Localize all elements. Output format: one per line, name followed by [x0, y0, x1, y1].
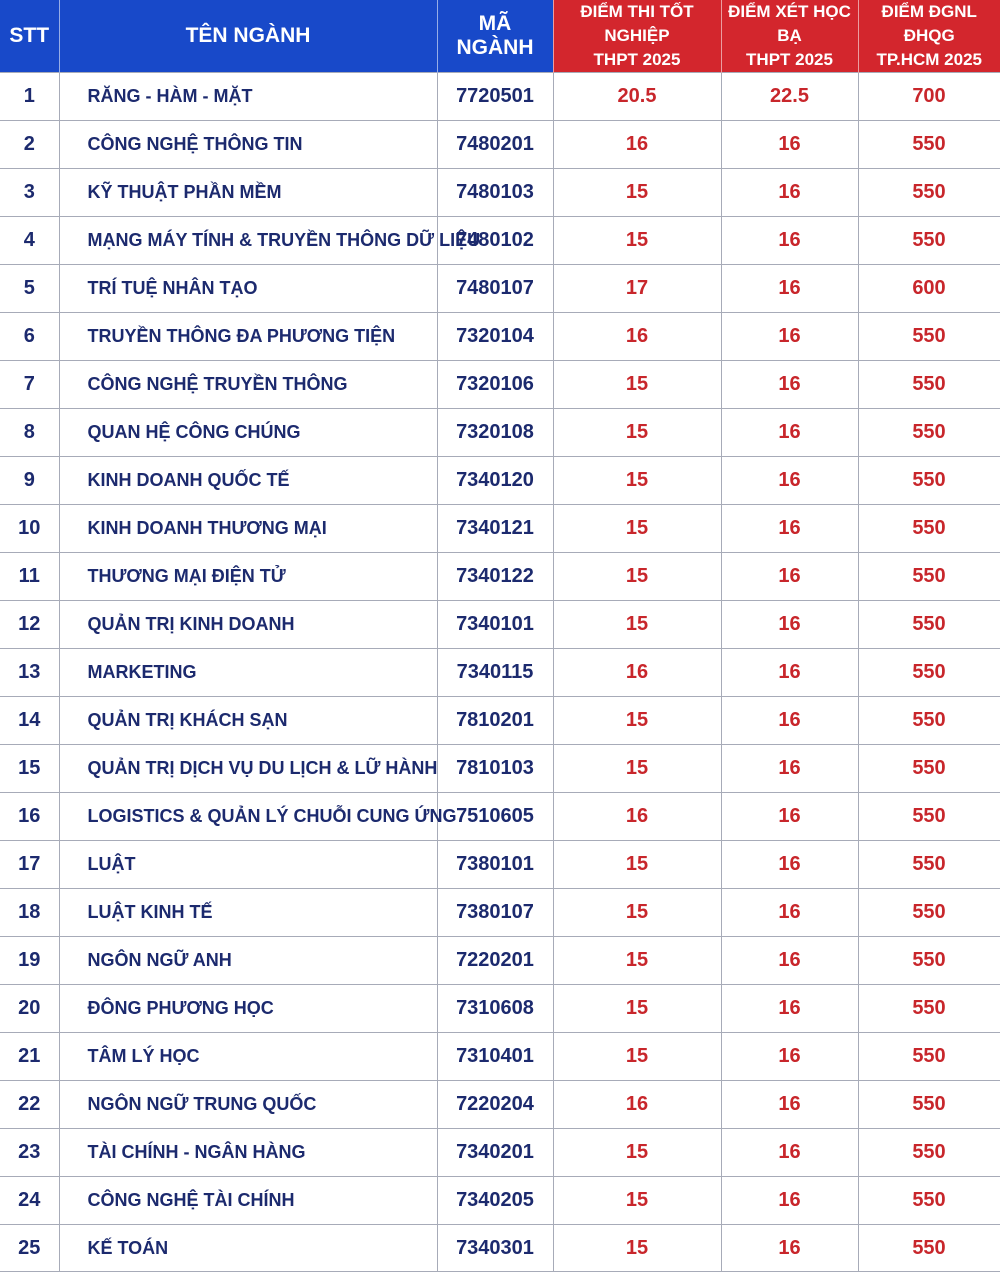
- cell-major-name: TRÍ TUỆ NHÂN TẠO: [59, 265, 437, 313]
- table-row: [0, 265, 1000, 313]
- cell-score-thpt: 16: [553, 121, 721, 169]
- cell-major-code: 7320104: [437, 313, 553, 361]
- cell-score-thpt: 15: [553, 409, 721, 457]
- cell-score-thpt: 15: [553, 889, 721, 937]
- cell-score-hocba: 16: [721, 985, 858, 1033]
- cell-major-name: QUẢN TRỊ KHÁCH SẠN: [59, 697, 437, 745]
- cell-major-name: KINH DOANH QUỐC TẾ: [59, 457, 437, 505]
- table-row: [0, 121, 1000, 169]
- cell-stt: 12: [0, 601, 59, 649]
- cell-score-thpt: 20.5: [553, 73, 721, 121]
- cell-score-thpt: 15: [553, 1225, 721, 1272]
- cell-score-thpt: 15: [553, 217, 721, 265]
- cell-score-dgnl: 600: [858, 265, 1000, 313]
- cell-major-code: 7380107: [437, 889, 553, 937]
- cell-major-code: 7340122: [437, 553, 553, 601]
- cell-stt: 20: [0, 985, 59, 1033]
- cell-major-code: 7480107: [437, 265, 553, 313]
- cell-score-dgnl: 550: [858, 505, 1000, 553]
- cell-score-dgnl: 550: [858, 457, 1000, 505]
- header-score-thpt-line2: THPT 2025: [593, 50, 681, 69]
- header-score-dgnl: [858, 0, 1000, 73]
- cell-major-code: 7310608: [437, 985, 553, 1033]
- cell-major-code: 7480102: [437, 217, 553, 265]
- cell-major-code: 7340101: [437, 601, 553, 649]
- cell-score-dgnl: 700: [858, 73, 1000, 121]
- cell-score-dgnl: 550: [858, 217, 1000, 265]
- cell-score-hocba: 16: [721, 361, 858, 409]
- header-score-thpt-line1: ĐIỂM THI TỐT NGHIỆP: [580, 2, 694, 45]
- cell-major-name: TÀI CHÍNH - NGÂN HÀNG: [59, 1129, 437, 1177]
- cell-score-thpt: 16: [553, 649, 721, 697]
- cell-major-name: CÔNG NGHỆ THÔNG TIN: [59, 121, 437, 169]
- cell-score-hocba: 16: [721, 1033, 858, 1081]
- cell-major-name: KẾ TOÁN: [59, 1225, 437, 1272]
- cell-score-hocba: 16: [721, 649, 858, 697]
- cell-score-dgnl: 550: [858, 409, 1000, 457]
- cell-score-dgnl: 550: [858, 1225, 1000, 1272]
- cell-major-code: 7340205: [437, 1177, 553, 1225]
- header-score-hocba-line2: THPT 2025: [746, 50, 833, 69]
- cell-major-code: 7340201: [437, 1129, 553, 1177]
- header-score-dgnl-line1: ĐIỂM ĐGNL ĐHQG: [881, 2, 977, 45]
- cell-score-hocba: 16: [721, 409, 858, 457]
- table-row: [0, 745, 1000, 793]
- cell-score-thpt: 16: [553, 1081, 721, 1129]
- table-row: [0, 841, 1000, 889]
- cell-score-hocba: 16: [721, 841, 858, 889]
- cell-stt: 9: [0, 457, 59, 505]
- cell-major-name: CÔNG NGHỆ TRUYỀN THÔNG: [59, 361, 437, 409]
- cell-score-thpt: 15: [553, 457, 721, 505]
- cell-major-name: TÂM LÝ HỌC: [59, 1033, 437, 1081]
- cell-score-thpt: 17: [553, 265, 721, 313]
- cell-stt: 6: [0, 313, 59, 361]
- cell-stt: 19: [0, 937, 59, 985]
- table-row: [0, 937, 1000, 985]
- cell-score-hocba: 16: [721, 121, 858, 169]
- cell-score-dgnl: 550: [858, 937, 1000, 985]
- cell-stt: 25: [0, 1225, 59, 1272]
- cell-stt: 11: [0, 553, 59, 601]
- cell-score-dgnl: 550: [858, 361, 1000, 409]
- cell-stt: 14: [0, 697, 59, 745]
- cell-stt: 5: [0, 265, 59, 313]
- cell-major-code: 7340115: [437, 649, 553, 697]
- cell-stt: 8: [0, 409, 59, 457]
- cell-score-hocba: 22.5: [721, 73, 858, 121]
- cell-major-name: KINH DOANH THƯƠNG MẠI: [59, 505, 437, 553]
- cell-score-hocba: 16: [721, 889, 858, 937]
- table-row: [0, 1129, 1000, 1177]
- cell-major-code: 7810201: [437, 697, 553, 745]
- header-stt: STT: [0, 0, 59, 73]
- cell-score-hocba: 16: [721, 217, 858, 265]
- table-row: [0, 457, 1000, 505]
- cell-major-name: QUẢN TRỊ KINH DOANH: [59, 601, 437, 649]
- cell-score-thpt: 15: [553, 1129, 721, 1177]
- cell-major-code: 7380101: [437, 841, 553, 889]
- table-row: [0, 313, 1000, 361]
- cell-major-code: 7340301: [437, 1225, 553, 1272]
- cell-major-name: QUẢN TRỊ DỊCH VỤ DU LỊCH & LỮ HÀNH: [59, 745, 437, 793]
- cell-stt: 22: [0, 1081, 59, 1129]
- cell-major-code: 7220204: [437, 1081, 553, 1129]
- cell-score-thpt: 16: [553, 313, 721, 361]
- table-row: [0, 409, 1000, 457]
- cell-stt: 4: [0, 217, 59, 265]
- cell-score-dgnl: 550: [858, 889, 1000, 937]
- cell-score-thpt: 15: [553, 841, 721, 889]
- table-row: [0, 1177, 1000, 1225]
- cell-major-name: MẠNG MÁY TÍNH & TRUYỀN THÔNG DỮ LIỆU: [59, 217, 437, 265]
- cell-score-dgnl: 550: [858, 985, 1000, 1033]
- cell-score-dgnl: 550: [858, 1033, 1000, 1081]
- cell-major-code: 7720501: [437, 73, 553, 121]
- cell-score-hocba: 16: [721, 505, 858, 553]
- cell-score-thpt: 15: [553, 1177, 721, 1225]
- cell-score-hocba: 16: [721, 697, 858, 745]
- cell-score-hocba: 16: [721, 1081, 858, 1129]
- cell-major-name: CÔNG NGHỆ TÀI CHÍNH: [59, 1177, 437, 1225]
- cell-score-hocba: 16: [721, 169, 858, 217]
- cell-score-hocba: 16: [721, 457, 858, 505]
- cell-major-name: NGÔN NGỮ TRUNG QUỐC: [59, 1081, 437, 1129]
- cell-score-hocba: 16: [721, 265, 858, 313]
- cell-score-hocba: 16: [721, 937, 858, 985]
- cell-major-name: LUẬT: [59, 841, 437, 889]
- cell-score-dgnl: 550: [858, 1081, 1000, 1129]
- cell-major-name: LUẬT KINH TẾ: [59, 889, 437, 937]
- cell-score-dgnl: 550: [858, 121, 1000, 169]
- cell-stt: 7: [0, 361, 59, 409]
- cell-score-thpt: 15: [553, 985, 721, 1033]
- cell-major-code: 7340120: [437, 457, 553, 505]
- cell-major-code: 7340121: [437, 505, 553, 553]
- header-score-dgnl-line2: TP.HCM 2025: [876, 50, 982, 69]
- header-major-code: MÃ NGÀNH: [437, 0, 553, 73]
- cell-stt: 1: [0, 73, 59, 121]
- cell-major-code: 7480103: [437, 169, 553, 217]
- cell-score-thpt: 15: [553, 937, 721, 985]
- header-score-hocba-line1: ĐIỂM XÉT HỌC BẠ: [728, 2, 851, 45]
- cell-score-hocba: 16: [721, 793, 858, 841]
- cell-major-name: LOGISTICS & QUẢN LÝ CHUỖI CUNG ỨNG: [59, 793, 437, 841]
- cell-stt: 15: [0, 745, 59, 793]
- table-row: [0, 361, 1000, 409]
- cell-score-thpt: 16: [553, 793, 721, 841]
- cell-major-name: RĂNG - HÀM - MẶT: [59, 73, 437, 121]
- cell-score-dgnl: 550: [858, 169, 1000, 217]
- cell-stt: 10: [0, 505, 59, 553]
- table-row: [0, 505, 1000, 553]
- cell-score-thpt: 15: [553, 1033, 721, 1081]
- cell-score-thpt: 15: [553, 361, 721, 409]
- cell-score-dgnl: 550: [858, 1177, 1000, 1225]
- cell-stt: 13: [0, 649, 59, 697]
- cell-score-dgnl: 550: [858, 601, 1000, 649]
- table-row: [0, 217, 1000, 265]
- cell-score-hocba: 16: [721, 1225, 858, 1272]
- table-row: [0, 697, 1000, 745]
- cell-stt: 2: [0, 121, 59, 169]
- cell-major-code: 7320108: [437, 409, 553, 457]
- table-row: [0, 793, 1000, 841]
- cell-score-thpt: 15: [553, 505, 721, 553]
- table-row: [0, 1081, 1000, 1129]
- cell-stt: 24: [0, 1177, 59, 1225]
- cell-stt: 23: [0, 1129, 59, 1177]
- cell-major-code: 7480201: [437, 121, 553, 169]
- table-row: [0, 553, 1000, 601]
- cell-major-name: MARKETING: [59, 649, 437, 697]
- table-body: [0, 73, 1000, 1272]
- cell-score-hocba: 16: [721, 745, 858, 793]
- table-row: [0, 649, 1000, 697]
- cell-stt: 17: [0, 841, 59, 889]
- table-row: [0, 169, 1000, 217]
- cell-major-name: ĐÔNG PHƯƠNG HỌC: [59, 985, 437, 1033]
- table-row: [0, 985, 1000, 1033]
- cell-score-dgnl: 550: [858, 649, 1000, 697]
- cell-score-dgnl: 550: [858, 745, 1000, 793]
- cell-score-hocba: 16: [721, 601, 858, 649]
- cell-major-code: 7310401: [437, 1033, 553, 1081]
- header-major-name: TÊN NGÀNH: [59, 0, 437, 73]
- cell-score-thpt: 15: [553, 697, 721, 745]
- cell-major-name: TRUYỀN THÔNG ĐA PHƯƠNG TIỆN: [59, 313, 437, 361]
- cell-major-code: 7810103: [437, 745, 553, 793]
- cell-score-dgnl: 550: [858, 553, 1000, 601]
- cell-score-thpt: 15: [553, 169, 721, 217]
- cell-score-thpt: 15: [553, 601, 721, 649]
- cell-score-thpt: 15: [553, 553, 721, 601]
- cell-stt: 16: [0, 793, 59, 841]
- cell-score-hocba: 16: [721, 553, 858, 601]
- cell-major-code: 7510605: [437, 793, 553, 841]
- cell-stt: 3: [0, 169, 59, 217]
- table-header: [0, 0, 1000, 73]
- cell-major-name: QUAN HỆ CÔNG CHÚNG: [59, 409, 437, 457]
- cell-major-code: 7320106: [437, 361, 553, 409]
- cell-stt: 18: [0, 889, 59, 937]
- cell-score-hocba: 16: [721, 1129, 858, 1177]
- table-row: [0, 601, 1000, 649]
- cell-major-name: NGÔN NGỮ ANH: [59, 937, 437, 985]
- header-score-hocba: [721, 0, 858, 73]
- header-score-thpt: [553, 0, 721, 73]
- cell-score-hocba: 16: [721, 313, 858, 361]
- cell-score-dgnl: 550: [858, 313, 1000, 361]
- cell-major-name: KỸ THUẬT PHẦN MỀM: [59, 169, 437, 217]
- cell-score-dgnl: 550: [858, 1129, 1000, 1177]
- cell-score-thpt: 15: [553, 745, 721, 793]
- table-row: [0, 889, 1000, 937]
- cell-score-dgnl: 550: [858, 793, 1000, 841]
- cell-major-name: THƯƠNG MẠI ĐIỆN TỬ: [59, 553, 437, 601]
- cell-score-dgnl: 550: [858, 841, 1000, 889]
- cell-major-code: 7220201: [437, 937, 553, 985]
- header-row: [0, 0, 1000, 73]
- cell-stt: 21: [0, 1033, 59, 1081]
- table-row: [0, 73, 1000, 121]
- table-row: [0, 1033, 1000, 1081]
- table-row: [0, 1225, 1000, 1272]
- cell-score-hocba: 16: [721, 1177, 858, 1225]
- cell-score-dgnl: 550: [858, 697, 1000, 745]
